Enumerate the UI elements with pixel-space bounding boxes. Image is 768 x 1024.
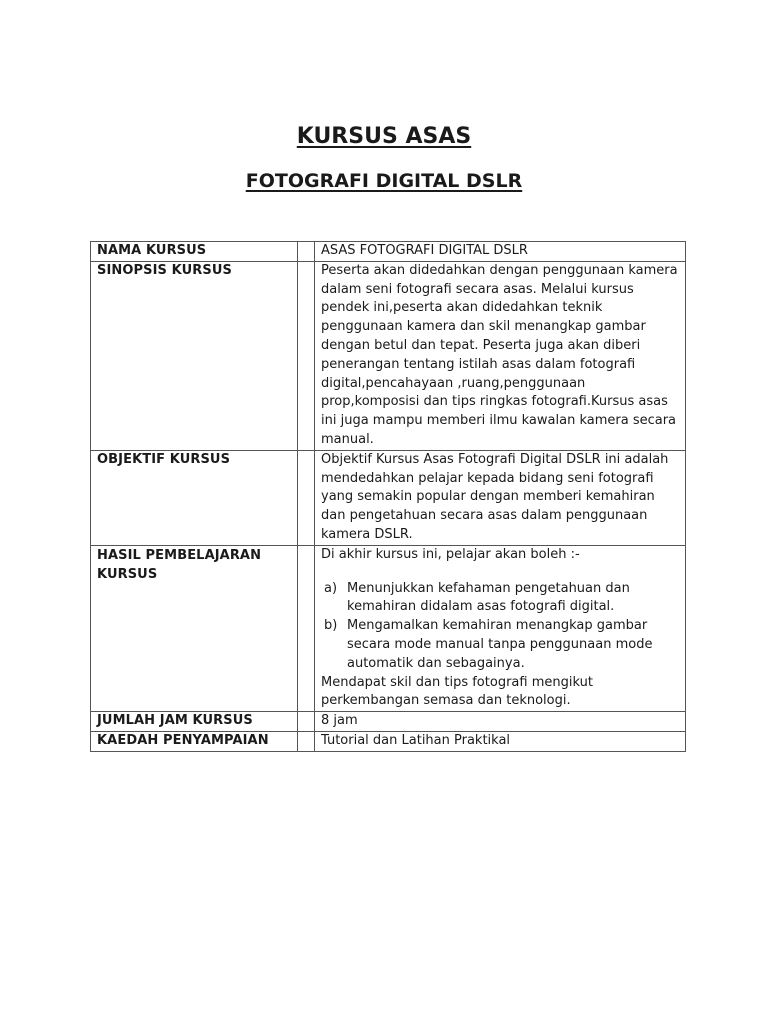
list-item [321,580,679,618]
separator-cell [298,261,315,450]
separator-cell [298,450,315,545]
table-row-objective [91,450,686,545]
list-marker: a) [324,580,338,596]
course-info-table [90,241,686,752]
table-row-course-name [91,242,686,262]
row-value: ASAS FOTOGRAFI DIGITAL DSLR [315,242,686,262]
table-row-total-hours [91,712,686,732]
row-label: SINOPSIS KURSUS [91,261,298,450]
list-marker: b) [324,618,338,634]
separator-cell [298,731,315,751]
separator-cell [298,712,315,732]
row-label: JUMLAH JAM KURSUS [91,712,298,732]
outcomes-intro: Di akhir kursus ini, pelajar akan boleh :- [321,546,580,562]
list-item-text: Menunjukkan kefahaman pengetahuan dan kemahiran didalam asas fotografi digital. [347,580,630,615]
row-value: 8 jam [315,712,686,732]
list-item-text: Mengamalkan kemahiran menangkap gambar secara mode manual tanpa penggunaan mode automatik dan sebagainya. [347,618,653,671]
separator-cell [298,242,315,262]
table-row-learning-outcomes [91,545,686,711]
row-label: KAEDAH PENYAMPAIAN [91,731,298,751]
row-value [315,545,686,711]
row-label: HASIL PEMBELAJARAN KURSUS [91,545,298,711]
outcomes-closing: Mendapat skil dan tips fotografi mengikut perkembangan semasa dan teknologi. [321,674,593,709]
table-row-synopsis [91,261,686,450]
row-value: Objektif Kursus Asas Fotografi Digital DSLR ini adalah mendedahkan pelajar kepada bidang seni fotografi yang semakin popular dengan memberi kemahiran dan pengetahuan secara asas dalam penggunaan kamera DSLR. [315,450,686,545]
row-value: Tutorial dan Latihan Praktikal [315,731,686,751]
separator-cell [298,545,315,711]
table-row-delivery-method [91,731,686,751]
row-label: OBJEKTIF KURSUS [91,450,298,545]
document-subtitle: FOTOGRAFI DIGITAL DSLR [245,170,523,192]
document-title: KURSUS ASAS [296,124,472,149]
outcomes-list [321,580,679,674]
row-value: Peserta akan didedahkan dengan penggunaan kamera dalam seni fotografi secara asas. Melalui kursus pendek ini,peserta akan didedahkan teknik penggunaan kamera dan skil menangkap gambar dengan betul dan tepat. Peserta juga akan diberi penerangan tentang istilah asas dalam fotografi digital,pencahayaan ,ruang,penggunaan prop,komposisi dan tips ringkas fotografi.Kursus asas ini juga mampu memberi ilmu kawalan kamera secara manual. [315,261,686,450]
row-label: NAMA KURSUS [91,242,298,262]
list-item [321,617,679,673]
